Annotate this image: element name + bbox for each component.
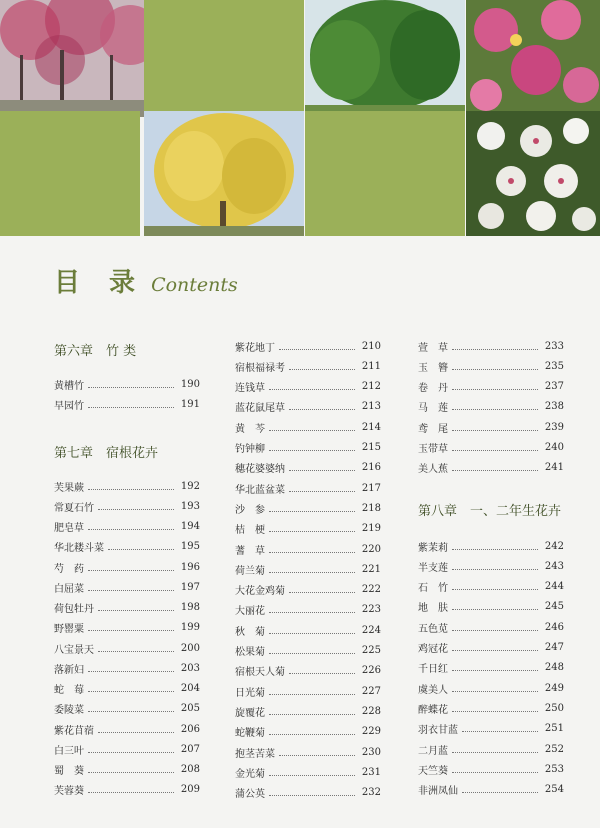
entry-page-number: 224 (361, 624, 381, 636)
toc-entry (235, 562, 381, 576)
entry-page-number: 222 (361, 584, 381, 596)
toc-entry (418, 681, 564, 695)
toc-entry (235, 481, 381, 495)
entry-page-number: 217 (361, 482, 381, 494)
dot-leader (269, 612, 355, 613)
dot-leader (88, 752, 174, 753)
entry-page-number: 212 (361, 381, 381, 393)
toc-entry (54, 499, 200, 513)
entry-page-number: 246 (544, 621, 564, 633)
green-tile (305, 111, 465, 236)
toc-entry (235, 461, 381, 475)
entry-name: 委陵菜 (54, 705, 84, 717)
dot-leader (452, 691, 538, 692)
toc-entry (235, 420, 381, 434)
entry-name: 卷 丹 (418, 383, 448, 395)
dot-leader (452, 569, 538, 570)
dot-leader (98, 610, 174, 611)
entry-name: 芙果蕨 (54, 482, 84, 494)
entry-name: 抱茎苦菜 (235, 748, 275, 760)
toc-entry (418, 461, 564, 475)
toc-entry (418, 701, 564, 715)
toc-entry (418, 441, 564, 455)
entry-page-number: 214 (361, 421, 381, 433)
chapter-heading: 第八章 一、二年生花卉 (418, 504, 562, 519)
dot-leader (452, 650, 538, 651)
dot-leader (452, 389, 538, 390)
toc-entry (235, 664, 381, 678)
entry-page-number: 193 (180, 500, 200, 512)
chapter-heading: 第七章 宿根花卉 (54, 446, 159, 461)
toc-entry (54, 621, 200, 635)
entry-name: 玉 簪 (418, 362, 448, 374)
entry-page-number: 240 (544, 442, 564, 453)
entry-name: 松果菊 (235, 647, 265, 658)
dot-leader (289, 369, 355, 370)
toc-entry (235, 359, 381, 373)
entry-name: 落新妇 (54, 664, 84, 676)
toc-entry (235, 583, 381, 597)
entry-name: 萱 草 (418, 342, 448, 354)
entry-name: 荷包牡丹 (54, 604, 94, 615)
page-title (54, 262, 238, 299)
entry-page-number: 197 (180, 581, 200, 593)
dot-leader (88, 529, 174, 530)
toc-entry (418, 641, 564, 655)
dot-leader (279, 349, 355, 350)
dot-leader (462, 792, 538, 793)
entry-name: 大花金鸡菊 (235, 586, 285, 598)
dot-leader (269, 511, 355, 512)
dot-leader (452, 430, 538, 431)
dot-leader (108, 549, 174, 550)
entry-page-number: 215 (361, 442, 381, 453)
toc-entry (235, 441, 381, 455)
entry-page-number: 225 (361, 645, 381, 656)
dot-leader (269, 430, 355, 431)
entry-name: 早园竹 (54, 401, 84, 412)
entry-name: 常夏石竹 (54, 502, 94, 514)
entry-name: 半支莲 (418, 562, 448, 574)
entry-name: 桔 梗 (235, 525, 265, 537)
entry-page-number: 208 (180, 764, 200, 775)
entry-name: 宿根天人菊 (235, 667, 285, 679)
entry-page-number: 204 (180, 683, 200, 694)
entry-page-number: 219 (361, 523, 381, 535)
dot-leader (269, 572, 355, 573)
toc-entry (54, 722, 200, 736)
entry-name: 羽衣甘蓝 (418, 725, 458, 737)
dot-leader (88, 691, 174, 692)
dot-leader (452, 609, 538, 610)
entry-name: 八宝景天 (54, 644, 94, 656)
entry-page-number: 254 (544, 784, 564, 796)
dot-leader (88, 772, 174, 773)
entry-page-number: 223 (361, 604, 381, 616)
entry-page-number: 244 (544, 581, 564, 593)
toc-entry (54, 682, 200, 696)
entry-page-number: 226 (361, 665, 381, 677)
entry-page-number: 205 (180, 703, 200, 715)
entry-name: 蓍 草 (235, 545, 265, 557)
toc-entry (54, 377, 200, 391)
toc-entry (418, 661, 564, 675)
title-english: Contents (151, 274, 238, 296)
entry-name: 旋覆花 (235, 707, 265, 719)
dot-leader (452, 630, 538, 631)
entry-name: 千日红 (418, 664, 448, 676)
entry-name: 钓钟柳 (235, 444, 265, 455)
photo-green-tree (305, 0, 465, 117)
dot-leader (452, 369, 538, 370)
dot-leader (88, 630, 174, 631)
photo-pink-tree (0, 0, 160, 117)
dot-leader (88, 570, 174, 571)
toc-entry (54, 540, 200, 554)
entry-page-number: 206 (180, 723, 200, 735)
toc-entry (235, 400, 381, 414)
toc-entry (235, 522, 381, 536)
photo-crape-myrtle (466, 0, 600, 117)
entry-page-number: 211 (361, 360, 381, 372)
entry-page-number: 221 (361, 563, 381, 575)
entry-name: 五色苋 (418, 623, 448, 635)
toc-entry (235, 704, 381, 718)
toc-entry (235, 603, 381, 617)
green-tile (0, 111, 140, 236)
toc-entry (235, 765, 381, 779)
entry-page-number: 237 (544, 381, 564, 393)
entry-page-number: 248 (544, 662, 564, 674)
entry-page-number: 196 (180, 561, 200, 573)
toc-entry (235, 542, 381, 556)
entry-name: 黄 芩 (235, 423, 265, 435)
entry-name: 鸡冠花 (418, 644, 448, 655)
dot-leader (289, 470, 355, 471)
entry-page-number: 241 (544, 462, 564, 474)
entry-page-number: 245 (544, 601, 564, 613)
dot-leader (269, 714, 355, 715)
entry-name: 芍 药 (54, 563, 84, 575)
dot-leader (452, 349, 538, 350)
entry-name: 连钱草 (235, 383, 265, 395)
entry-page-number: 209 (180, 784, 200, 796)
entry-name: 美人蕉 (418, 464, 448, 476)
entry-name: 蛇鞭菊 (235, 728, 265, 740)
toc-entry (418, 539, 564, 553)
toc-entry (235, 786, 381, 800)
dot-leader (88, 407, 174, 408)
dot-leader (452, 549, 538, 550)
dot-leader (452, 772, 538, 773)
entry-name: 紫花地丁 (235, 342, 275, 354)
toc-entry (418, 600, 564, 614)
dot-leader (98, 651, 174, 652)
photo-banner (0, 0, 600, 236)
dot-leader (452, 470, 538, 471)
toc-entry (54, 702, 200, 716)
toc-entry (235, 684, 381, 698)
dot-leader (269, 531, 355, 532)
entry-page-number: 190 (180, 378, 200, 390)
toc-entry (235, 339, 381, 353)
entry-name: 蒲公英 (235, 789, 265, 801)
toc-entry (418, 722, 564, 736)
entry-name: 虞美人 (418, 684, 448, 696)
dot-leader (88, 792, 174, 793)
entry-page-number: 239 (544, 421, 564, 433)
entry-name: 天竺葵 (418, 765, 448, 777)
entry-page-number: 247 (544, 642, 564, 653)
toc-entry (418, 620, 564, 634)
entry-name: 非洲凤仙 (418, 786, 458, 798)
entry-name: 蛇 莓 (54, 685, 84, 696)
dot-leader (269, 389, 355, 390)
entry-page-number: 203 (180, 662, 200, 674)
dot-leader (452, 670, 538, 671)
dot-leader (269, 633, 355, 634)
entry-name: 沙 参 (235, 504, 265, 516)
entry-page-number: 230 (361, 746, 381, 758)
entry-page-number: 242 (544, 540, 564, 552)
toc-entry (54, 641, 200, 655)
entry-page-number: 199 (180, 622, 200, 634)
toc-entry (54, 580, 200, 594)
toc-entry (418, 359, 564, 373)
entry-name: 大丽花 (235, 606, 265, 618)
dot-leader (452, 589, 538, 590)
entry-page-number: 252 (544, 743, 564, 755)
entry-name: 白三叶 (54, 745, 84, 757)
entry-name: 野罂粟 (54, 624, 84, 636)
entry-page-number: 231 (361, 766, 381, 778)
dot-leader (289, 592, 355, 593)
dot-leader (269, 552, 355, 553)
toc-entry (235, 644, 381, 658)
entry-page-number: 233 (544, 340, 564, 352)
entry-name: 芙蓉葵 (54, 786, 84, 798)
dot-leader (289, 673, 355, 674)
dot-leader (88, 489, 174, 490)
entry-name: 紫茉莉 (418, 542, 448, 554)
entry-page-number: 227 (361, 685, 381, 697)
toc-entry (54, 479, 200, 493)
entry-name: 紫花苜蓿 (54, 725, 94, 737)
entry-page-number: 235 (544, 360, 564, 372)
toc-entry (235, 501, 381, 515)
dot-leader (269, 450, 355, 451)
entry-name: 宿根福禄考 (235, 362, 285, 374)
dot-leader (98, 732, 174, 733)
entry-name: 玉带草 (418, 444, 448, 455)
entry-page-number: 243 (544, 560, 564, 572)
entry-name: 穗花婆婆纳 (235, 464, 285, 476)
toc-entry (235, 623, 381, 637)
toc-entry (418, 420, 564, 434)
dot-leader (269, 734, 355, 735)
dot-leader (98, 509, 174, 510)
entry-name: 石 竹 (418, 583, 448, 595)
title-chinese: 目 录 (54, 268, 146, 298)
toc-entry (54, 398, 200, 412)
toc-entry (54, 520, 200, 534)
dot-leader (269, 694, 355, 695)
entry-page-number: 220 (361, 543, 381, 555)
entry-page-number: 229 (361, 726, 381, 738)
toc-entry (418, 400, 564, 414)
dot-leader (269, 775, 355, 776)
dot-leader (452, 409, 538, 410)
dot-leader (462, 731, 538, 732)
photo-yellow-tree (144, 111, 304, 236)
entry-page-number: 207 (180, 743, 200, 755)
toc-entry (418, 783, 564, 797)
entry-name: 蜀 葵 (54, 766, 84, 777)
toc-entry (418, 559, 564, 573)
entry-page-number: 198 (180, 602, 200, 613)
entry-name: 马 莲 (418, 403, 448, 415)
toc-entry (235, 745, 381, 759)
entry-page-number: 238 (544, 401, 564, 413)
toc-entry (418, 339, 564, 353)
toc-entry (418, 380, 564, 394)
entry-name: 秋 菊 (235, 626, 265, 638)
entry-name: 日光菊 (235, 687, 265, 699)
entry-page-number: 250 (544, 702, 564, 714)
toc-entry (418, 762, 564, 776)
toc-entry (54, 560, 200, 574)
entry-name: 醉蝶花 (418, 704, 448, 716)
entry-page-number: 195 (180, 541, 200, 553)
entry-page-number: 251 (544, 723, 564, 735)
entry-name: 荷兰菊 (235, 565, 265, 577)
dot-leader (452, 752, 538, 753)
dot-leader (269, 653, 355, 654)
toc-entry (418, 742, 564, 756)
toc-entry (54, 661, 200, 675)
dot-leader (269, 795, 355, 796)
entry-name: 白屈菜 (54, 583, 84, 595)
entry-name: 地 肤 (418, 603, 448, 615)
entry-page-number: 194 (180, 521, 200, 532)
entry-page-number: 216 (361, 462, 381, 474)
entry-page-number: 228 (361, 705, 381, 717)
dot-leader (88, 590, 174, 591)
dot-leader (452, 450, 538, 451)
entry-page-number: 253 (544, 763, 564, 775)
dot-leader (88, 671, 174, 672)
toc-entry (418, 580, 564, 594)
dot-leader (279, 755, 355, 756)
entry-name: 华北蓝盆菜 (235, 484, 285, 496)
entry-page-number: 232 (361, 787, 381, 799)
entry-page-number: 191 (180, 399, 200, 410)
entry-page-number: 218 (361, 502, 381, 514)
entry-name: 鸢 尾 (418, 423, 448, 435)
dot-leader (289, 491, 355, 492)
entry-page-number: 249 (544, 682, 564, 694)
entry-name: 二月蓝 (418, 745, 448, 757)
entry-page-number: 213 (361, 401, 381, 413)
chapter-heading: 第六章 竹 类 (54, 344, 137, 359)
entry-page-number: 200 (180, 642, 200, 654)
toc-entry (235, 725, 381, 739)
entry-name: 黄槽竹 (54, 380, 84, 392)
entry-name: 蓝花鼠尾草 (235, 403, 285, 415)
toc-entry (54, 783, 200, 797)
dot-leader (88, 387, 174, 388)
entry-page-number: 192 (180, 480, 200, 492)
green-tile (144, 0, 304, 117)
entry-name: 金光菊 (235, 768, 265, 780)
entry-name: 肥皂草 (54, 523, 84, 534)
entry-page-number: 210 (361, 340, 381, 352)
toc-entry (54, 742, 200, 756)
entry-name: 华北耧斗菜 (54, 543, 104, 555)
dot-leader (88, 711, 174, 712)
toc-entry (54, 763, 200, 777)
photo-white-flowers (466, 111, 600, 236)
toc-entry (54, 601, 200, 615)
dot-leader (289, 409, 355, 410)
toc-entry (235, 380, 381, 394)
dot-leader (452, 711, 538, 712)
